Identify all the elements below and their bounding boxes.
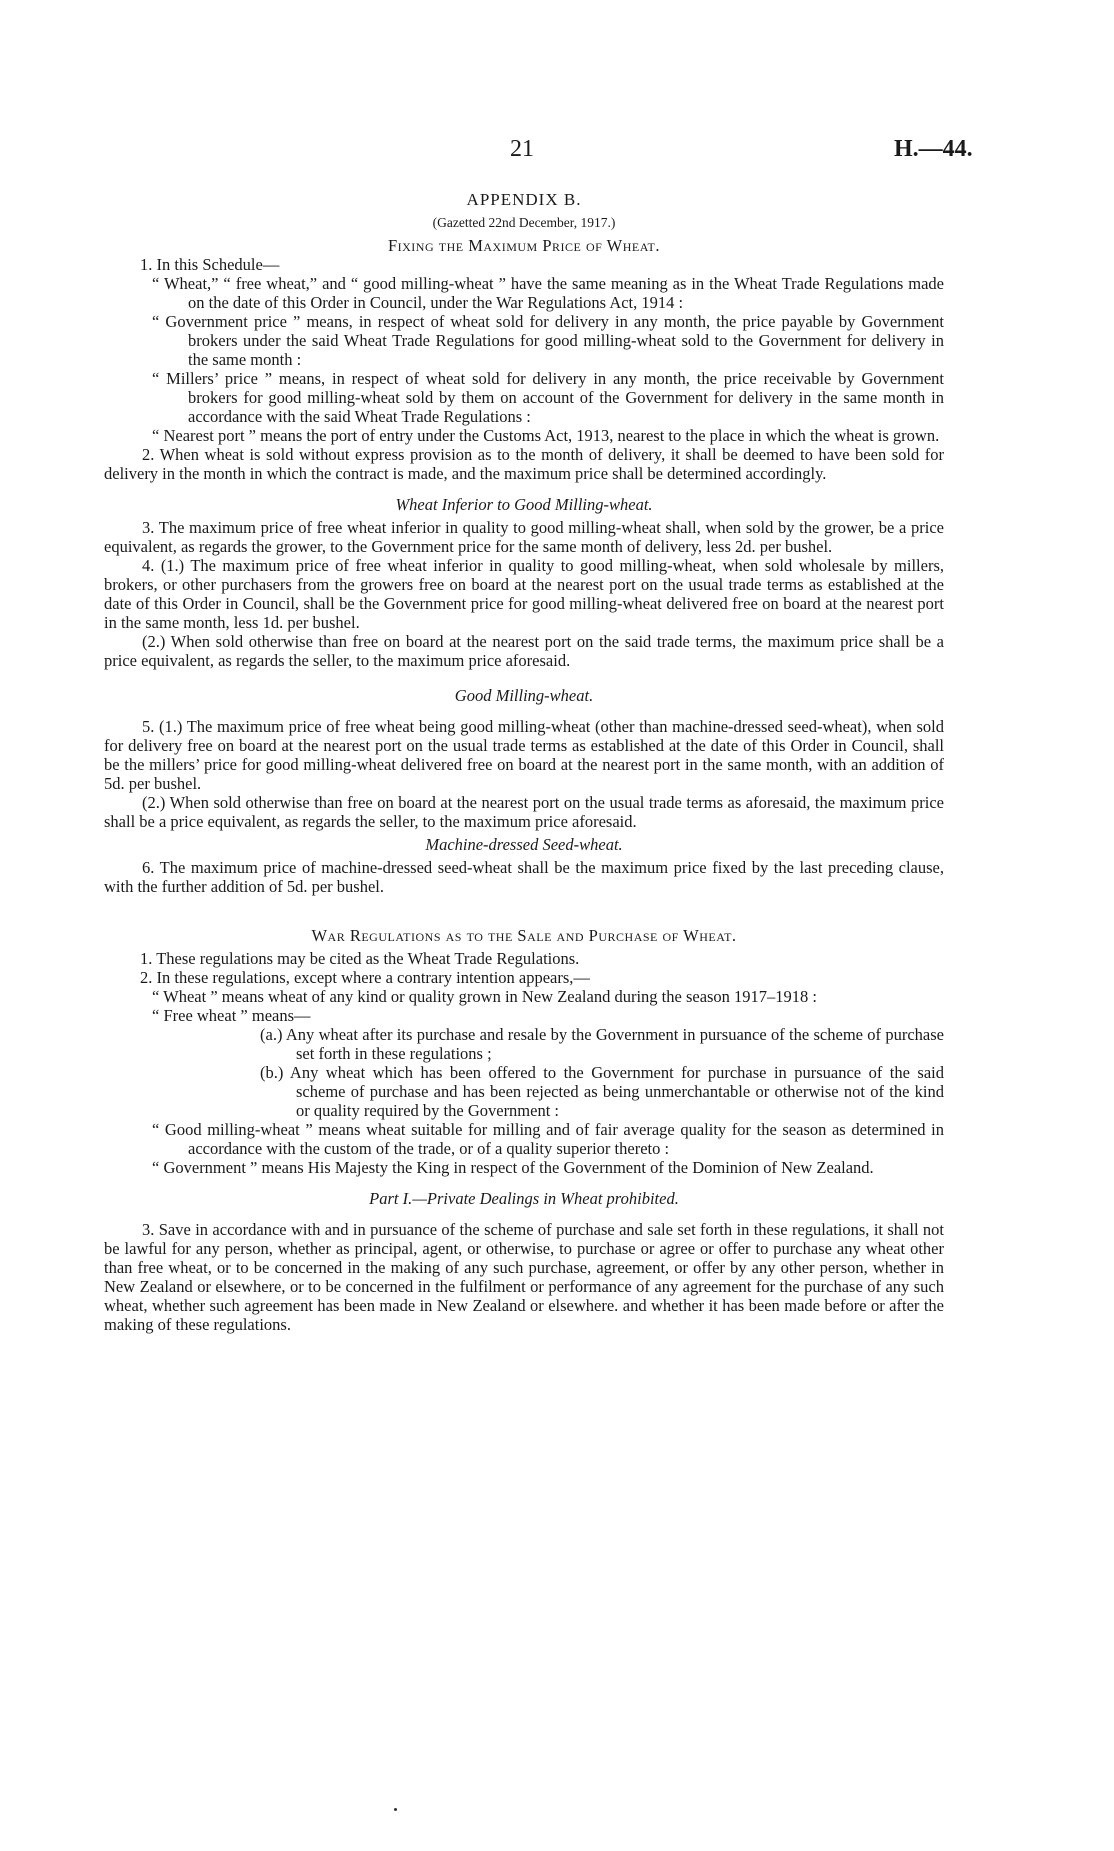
clause-4-2: (2.) When sold otherwise than free on board at the nearest port on the said trade terms, the maximum price shall be a price equivalent, as regards the seller, to the maximum price aforesaid. — [104, 632, 944, 670]
heading-seed-wheat: Machine-dressed Seed-wheat. — [425, 835, 623, 854]
definition-government: “ Government ” means His Majesty the King in respect of the Government of the Dominion of New Zealand. — [152, 1158, 874, 1177]
part-1-heading: Part I.—Private Dealings in Wheat prohibited. — [369, 1189, 679, 1208]
definition-reg-wheat: “ Wheat ” means wheat of any kind or quality grown in New Zealand during the season 1917–1918 : — [152, 987, 818, 1006]
regulation-2-intro: 2. In these regulations, except where a contrary intention appears,— — [140, 968, 590, 987]
clause-6: 6. The maximum price of machine-dressed seed-wheat shall be the maximum price fixed by the last preceding clause, with the further addition of 5d. per bushel. — [104, 858, 944, 896]
clause-5-2: (2.) When sold otherwise than free on board at the nearest port on the usual trade terms as aforesaid, the maximum price shall be a price equivalent, as regards the seller, to the maximum price aforesaid. — [104, 793, 944, 831]
regulation-3: 3. Save in accordance with and in pursuance of the scheme of purchase and sale set forth in these regulations, it shall not be lawful for any person, whether as principal, agent, or otherwise, to purchase or agree or offer to purchase any wheat other than free wheat, or to be concerned in the making of any such purchase, agreement, or offer by any other person, whether in New Zealand or elsewhere, or to be concerned in the fulfilment or performance of any agreement for the purchase of any such wheat, whether such agreement has been made in New Zealand or elsewhere. and whether it has been made before or after the making of these regulations. — [104, 1220, 944, 1334]
regulation-1: 1. These regulations may be cited as the Wheat Trade Regulations. — [140, 949, 580, 968]
definition-government-price: “ Government price ” means, in respect of wheat sold for delivery in any month, the price payable by Government brokers under the said Wheat Trade Regulations for good milling-wheat sold to the Government for delivery in the same month : — [152, 312, 944, 369]
definition-millers-price: “ Millers’ price ” means, in respect of wheat sold for delivery in any month, the price receivable by Government brokers for good milling-wheat sold by them on account of the Government for delivery in the same month in accordance with the said Wheat Trade Regulations : — [152, 369, 944, 426]
page-number: 21 — [510, 136, 534, 162]
definition-free-wheat-b: (b.) Any wheat which has been offered to the Government for purchase in pursuance of the said scheme of purchase and has been rejected as being unmerchantable or otherwise not of the kind or quality required by the Government : — [260, 1063, 944, 1120]
definition-good-milling-wheat: “ Good milling-wheat ” means wheat suitable for milling and of fair average quality for the season as determined in accordance with the custom of the trade, or of a quality superior thereto : — [152, 1120, 944, 1158]
document-reference: H.—44. — [894, 136, 973, 162]
schedule-heading: Fixing the Maximum Price of Wheat. — [387, 236, 661, 255]
heading-good-milling-wheat: Good Milling-wheat. — [454, 686, 594, 705]
clause-3: 3. The maximum price of free wheat inferior in quality to good milling-wheat shall, when sold by the grower, be a price equivalent, as regards the grower, to the Government price for the same month of delivery, less 2d. per bushel. — [104, 518, 944, 556]
scan-speck — [394, 1808, 397, 1811]
definition-wheat: “ Wheat,” “ free wheat,” and “ good milling-wheat ” have the same meaning as in the Wheat Trade Regulations made on the date of this Order in Council, under the War Regulations Act, 1914 : — [152, 274, 944, 312]
heading-inferior-wheat: Wheat Inferior to Good Milling-wheat. — [395, 495, 653, 514]
clause-5-1: 5. (1.) The maximum price of free wheat being good milling-wheat (other than machine-dressed seed-wheat), when sold for delivery free on board at the nearest port on the usual trade terms as established at the date of this Order in Council, shall be the millers’ price for good milling-wheat delivered free on board at the nearest port in the same month, with an addition of 5d. per bushel. — [104, 717, 944, 793]
definition-free-wheat: “ Free wheat ” means— — [152, 1006, 311, 1025]
appendix-title: APPENDIX B. — [466, 190, 582, 209]
document-body — [104, 190, 944, 1334]
clause-4-1: 4. (1.) The maximum price of free wheat inferior in quality to good milling-wheat, when sold wholesale by millers, brokers, or other purchasers from the growers free on board at the nearest port on the usual trade terms as established at the date of this Order in Council, shall be the Government price for good milling-wheat delivered free on board at the nearest port in the same month, less 1d. per bushel. — [104, 556, 944, 632]
definition-nearest-port: “ Nearest port ” means the port of entry under the Customs Act, 1913, nearest to the place in which the wheat is grown. — [152, 426, 940, 445]
regulations-heading: War Regulations as to the Sale and Purchase of Wheat. — [311, 926, 737, 945]
definition-free-wheat-a: (a.) Any wheat after its purchase and resale by the Government in pursuance of the scheme of purchase set forth in these regulations ; — [260, 1025, 944, 1063]
clause-1-intro: 1. In this Schedule— — [140, 255, 280, 274]
gazetted-date: (Gazetted 22nd December, 1917.) — [432, 215, 616, 230]
clause-2: 2. When wheat is sold without express provision as to the month of delivery, it shall be deemed to have been sold for delivery in the month in which the contract is made, and the maximum price shall be determined accordingly. — [104, 445, 944, 483]
